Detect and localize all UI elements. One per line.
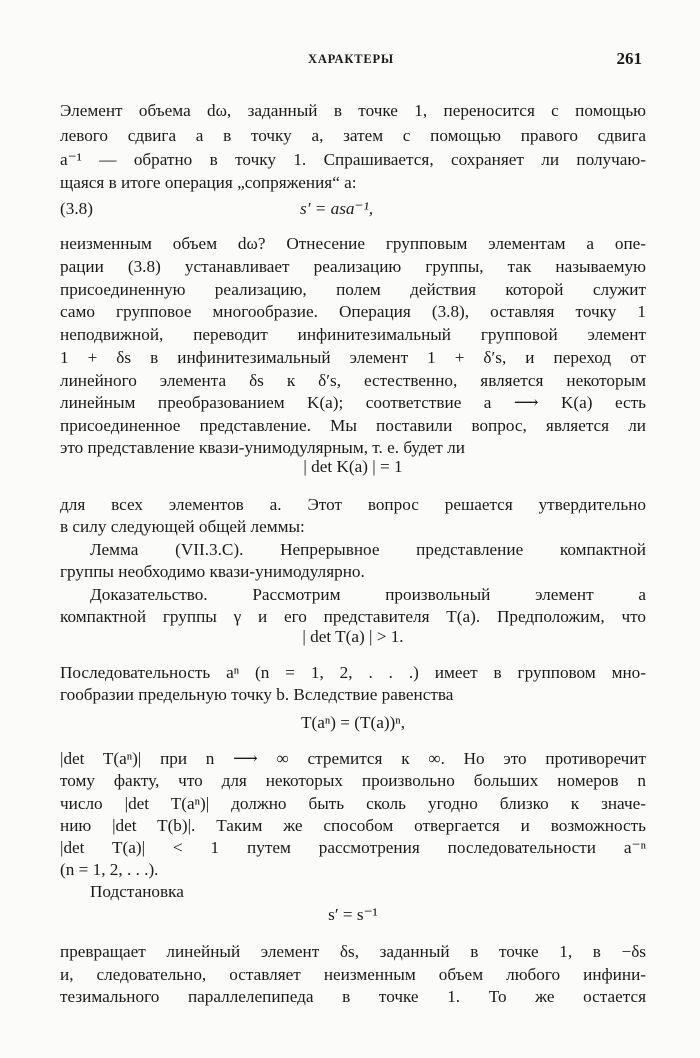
text-line: линейного элемента δs к δ′s, естественно, является некоторым	[60, 371, 646, 390]
text-line: рации (3.8) устанавливает реализацию группы, так называемую	[60, 257, 646, 276]
text-line: нию |det T(b)|. Таким же способом отвергается и возможность	[60, 816, 646, 835]
lemma-line: Лемма (VII.3.C). Непрерывное представление компактной	[90, 540, 646, 559]
text-line: щаяся в итоге операция „сопряжения“ a:	[60, 173, 357, 192]
text-line: превращает линейный элемент δs, заданный в точке 1, в −δs	[60, 942, 646, 961]
text-line: тезимального параллелепипеда в точке 1. То же остается	[60, 987, 646, 1006]
text-line: |det T(a)| < 1 путем рассмотрения последовательности a⁻ⁿ	[60, 838, 646, 857]
text-line: для всех элементов a. Этот вопрос решается утвердительно	[60, 495, 646, 514]
text-line: присоединенную реализацию, полем действия которой служит	[60, 280, 646, 299]
equation-det-t: | det T(a) | > 1.	[302, 627, 404, 646]
text-line: тому факту, что для некоторых произвольно больших номеров n	[60, 771, 646, 790]
text-line: и, следовательно, оставляет неизменным объем любого инфини-	[60, 965, 646, 984]
text-line: это представление квази-унимодулярным, т. е. будет ли	[60, 438, 465, 457]
text-line: a⁻¹ — обратно в точку 1. Спрашивается, сохраняет ли получаю-	[60, 150, 646, 169]
equation-3-8: s′ = asa⁻¹,	[300, 199, 374, 218]
lemma-line: группы необходимо квази-унимодулярно.	[60, 562, 365, 581]
text-line: в силу следующей общей леммы:	[60, 517, 305, 536]
page-header	[60, 49, 642, 76]
text-line: само групповое многообразие. Операция (3.8), оставляя точку 1	[60, 302, 646, 321]
text-line: неподвижной, переводит инфинитезимальный групповой элемент	[60, 325, 646, 344]
text-line: неизменным объем dω? Отнесение групповым элементам a опе-	[60, 234, 646, 253]
text-line: гообразии предельную точку b. Вследствие равенства	[60, 685, 454, 704]
running-title: ХАРАКТЕРЫ	[308, 52, 394, 66]
page-number: 261	[616, 49, 642, 68]
text-line: (n = 1, 2, . . .).	[60, 860, 159, 879]
equation-det-k: | det K(a) | = 1	[303, 457, 403, 476]
text-line: Подстановка	[90, 882, 184, 901]
text-line: левого сдвига a в точку a, затем с помощью правого сдвига	[60, 126, 646, 145]
equation-number: (3.8)	[60, 199, 93, 218]
text-line: |det T(aⁿ)| при n ⟶ ∞ стремится к ∞. Но это противоречит	[60, 749, 646, 768]
text-line: число |det T(aⁿ)| должно быть сколь угодно близко к значе-	[60, 794, 646, 813]
equation-power: T(aⁿ) = (T(a))ⁿ,	[300, 713, 405, 732]
equation-subst: s′ = s⁻¹	[328, 905, 378, 924]
text-line: присоединенное представление. Мы поставили вопрос, является ли	[60, 416, 646, 435]
text-line: Элемент объема dω, заданный в точке 1, переносится с помощью	[60, 101, 646, 120]
text-line: 1 + δs в инфинитезимальный элемент 1 + δ′s, и переход от	[60, 348, 646, 367]
proof-line: Доказательство. Рассмотрим произвольный элемент a	[90, 585, 646, 604]
text-line: линейным преобразованием K(a); соответствие a ⟶ K(a) есть	[60, 393, 646, 412]
text-line: Последовательность aⁿ (n = 1, 2, . . .) имеет в групповом мно-	[60, 663, 646, 682]
text-line: компактной группы γ и его представителя T(a). Предположим, что	[60, 607, 646, 626]
